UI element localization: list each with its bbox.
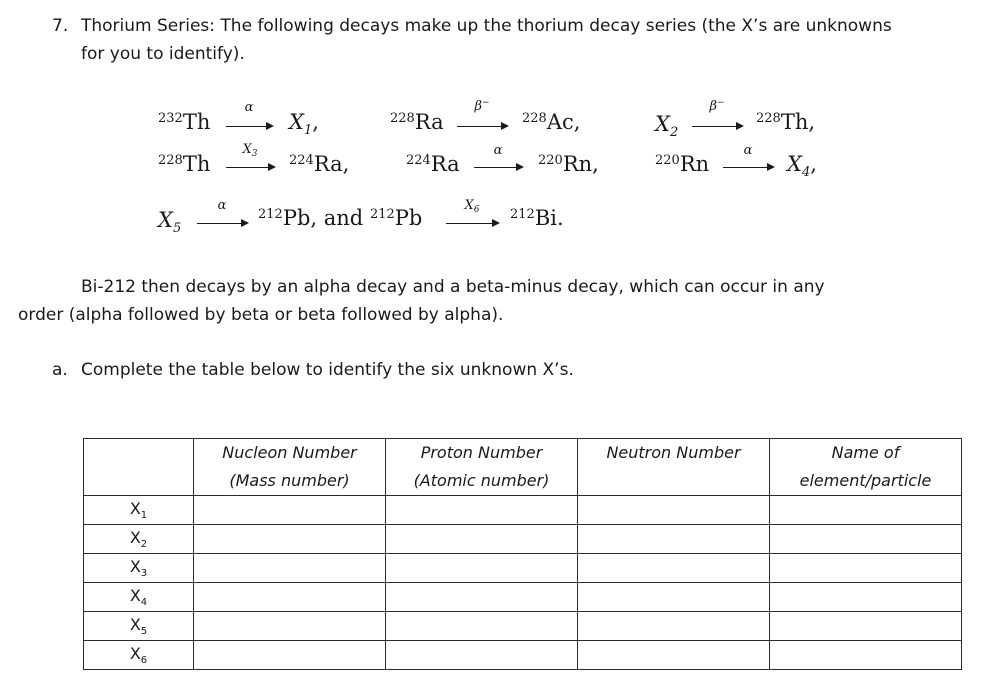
eq6-arrow-icon	[723, 167, 773, 168]
table-header-nucleon: Nucleon Number (Mass number)	[194, 439, 386, 496]
row-label-x3: $X_3$	[84, 554, 194, 583]
row-label-x2: $X_2$	[84, 525, 194, 554]
cell-x2-nucleon[interactable]	[194, 525, 386, 554]
cell-x2-proton[interactable]	[386, 525, 578, 554]
table-row	[84, 496, 962, 525]
eq3-arrow-label: β−	[709, 98, 725, 114]
eq7-arrow-icon	[197, 223, 247, 224]
eq4-arrow-label: $X_3$	[242, 142, 258, 159]
question-line-1: Thorium Series: The following decays make up the thorium decay series (the X’s are unknowns	[81, 16, 892, 36]
cell-x4-neutron[interactable]	[578, 583, 770, 612]
table-header-name: Name of element/particle	[770, 439, 962, 496]
eq2-product: $^{228}$Ac,	[522, 110, 581, 134]
cell-x6-proton[interactable]	[386, 641, 578, 670]
question-line-2: for you to identify).	[81, 44, 245, 64]
row-label-x1: $X_1$	[84, 496, 194, 525]
cell-x6-nucleon[interactable]	[194, 641, 386, 670]
cell-x2-name[interactable]	[770, 525, 962, 554]
cell-x5-nucleon[interactable]	[194, 612, 386, 641]
eq7-arrow2-label: $X_6$	[464, 198, 480, 215]
cell-x4-name[interactable]	[770, 583, 962, 612]
eq2-reactant: $^{228}$Ra	[390, 110, 444, 134]
eq6-arrow-label: α	[743, 143, 753, 158]
table-header-neutron: Neutron Number	[578, 439, 770, 496]
eq1-arrow-icon	[226, 126, 272, 127]
table-row	[84, 583, 962, 612]
eq7-product: $^{212}$Pb, and $^{212}$Pb	[258, 206, 423, 230]
eq7-arrow2-icon	[446, 223, 498, 224]
eq1-arrow-label: α	[244, 100, 254, 115]
eq7-arrow-label: α	[217, 198, 227, 213]
eq3-reactant: $X_2$	[655, 112, 679, 140]
eq3-product: $^{228}$Th,	[756, 110, 816, 134]
cell-x2-neutron[interactable]	[578, 525, 770, 554]
row-label-x4: $X_4$	[84, 583, 194, 612]
cell-x6-neutron[interactable]	[578, 641, 770, 670]
table-header-row	[84, 439, 962, 496]
cell-x5-neutron[interactable]	[578, 612, 770, 641]
eq2-arrow-icon	[457, 126, 507, 127]
eq6-reactant: $^{220}$Rn	[655, 152, 710, 176]
eq4-reactant: $^{228}$Th	[158, 152, 211, 176]
eq5-arrow-icon	[474, 167, 522, 168]
cell-x1-nucleon[interactable]	[194, 496, 386, 525]
eq5-arrow-label: α	[493, 143, 503, 158]
answer-table	[83, 438, 962, 670]
table-row	[84, 641, 962, 670]
eq5-product: $^{220}$Rn,	[538, 152, 599, 176]
row-label-x6: $X_6$	[84, 641, 194, 670]
cell-x3-name[interactable]	[770, 554, 962, 583]
part-a-label: a.	[52, 360, 68, 380]
eq1-reactant-mass: 232	[158, 111, 183, 126]
cell-x6-name[interactable]	[770, 641, 962, 670]
eq1-reactant-symbol: Th	[182, 110, 211, 134]
paragraph-line-2: order (alpha followed by beta or beta followed by alpha).	[18, 305, 504, 325]
eq7-reactant: $X_5$	[158, 208, 182, 236]
cell-x3-nucleon[interactable]	[194, 554, 386, 583]
eq4-product: $^{224}$Ra,	[289, 152, 350, 176]
table-header-proton: Proton Number (Atomic number)	[386, 439, 578, 496]
table-row	[84, 525, 962, 554]
cell-x1-proton[interactable]	[386, 496, 578, 525]
eq5-reactant: $^{224}$Ra	[406, 152, 460, 176]
eq1-reactant	[158, 110, 210, 134]
cell-x3-proton[interactable]	[386, 554, 578, 583]
question-number: 7.	[52, 16, 69, 36]
cell-x1-neutron[interactable]	[578, 496, 770, 525]
eq7-product2: $^{212}$Bi.	[510, 206, 564, 230]
eq4-arrow-icon	[226, 167, 274, 168]
table-row	[84, 612, 962, 641]
table-header-blank	[84, 439, 194, 496]
row-label-x5: $X_5$	[84, 612, 194, 641]
cell-x5-proton[interactable]	[386, 612, 578, 641]
eq2-arrow-label: β−	[474, 98, 490, 114]
cell-x3-neutron[interactable]	[578, 554, 770, 583]
cell-x4-proton[interactable]	[386, 583, 578, 612]
cell-x5-name[interactable]	[770, 612, 962, 641]
table-row	[84, 554, 962, 583]
eq6-product: $X_4$,	[787, 152, 817, 180]
cell-x1-name[interactable]	[770, 496, 962, 525]
eq1-product: $X_1$,	[289, 110, 319, 138]
cell-x4-nucleon[interactable]	[194, 583, 386, 612]
part-a-text: Complete the table below to identify the six unknown X’s.	[81, 360, 574, 380]
paragraph-line-1: Bi-212 then decays by an alpha decay and a beta-minus decay, which can occur in any	[81, 277, 825, 297]
eq3-arrow-icon	[692, 126, 742, 127]
